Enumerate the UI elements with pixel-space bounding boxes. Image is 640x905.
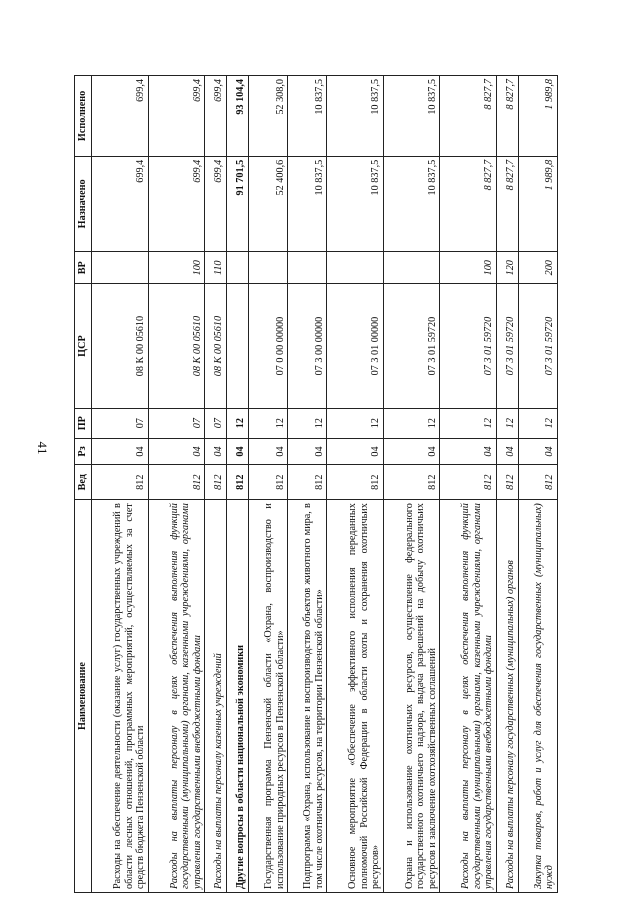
row-name-cell: Расходы на обеспечение деятельности (оказание услуг) государственных учреждений в области лесных отношений, программных мероприятий, осуществляемых за счет средств бюджета Пензенской области xyxy=(92,500,149,893)
table-row xyxy=(327,76,384,893)
table-row xyxy=(288,76,327,893)
row-pr-cell: 12 xyxy=(327,408,384,438)
row-assigned-cell: 8 827,7 xyxy=(496,156,518,251)
row-pr-cell: 12 xyxy=(496,408,518,438)
row-assigned-cell: 1 989,8 xyxy=(518,156,557,251)
row-rz-cell: 04 xyxy=(205,438,227,465)
row-executed-cell: 8 827,7 xyxy=(440,76,497,157)
row-name-cell: Закупка товаров, работ и услуг для обеспечения государственных (муниципальных) нужд xyxy=(518,500,557,893)
budget-table xyxy=(74,75,558,893)
row-pr-cell: 12 xyxy=(226,408,248,438)
row-vr-cell xyxy=(383,251,440,284)
row-vr-cell: 100 xyxy=(148,251,205,284)
row-vr-cell xyxy=(327,251,384,284)
row-name-cell: Расходы на выплаты персоналу казенных учреждений xyxy=(205,500,227,893)
row-assigned-cell: 52 400,6 xyxy=(248,156,287,251)
header-pr: ПР xyxy=(75,408,92,438)
row-executed-cell: 10 837,5 xyxy=(383,76,440,157)
row-executed-cell: 699,4 xyxy=(148,76,205,157)
row-assigned-cell: 699,4 xyxy=(205,156,227,251)
table-row xyxy=(248,76,287,893)
row-pr-cell: 12 xyxy=(288,408,327,438)
row-rz-cell: 04 xyxy=(92,438,149,465)
row-csr-cell: 07 3 01 59720 xyxy=(440,284,497,408)
row-rz-cell: 04 xyxy=(148,438,205,465)
header-rz: Рз xyxy=(75,438,92,465)
row-pr-cell: 12 xyxy=(518,408,557,438)
row-ved-cell: 812 xyxy=(288,465,327,500)
row-vr-cell: 110 xyxy=(205,251,227,284)
row-executed-cell: 699,4 xyxy=(205,76,227,157)
table-row xyxy=(383,76,440,893)
row-name-cell: Другие вопросы в области национальной экономики xyxy=(226,500,248,893)
row-name-cell: Расходы на выплаты персоналу государственных (муниципальных) органов xyxy=(496,500,518,893)
row-pr-cell: 12 xyxy=(248,408,287,438)
row-vr-cell: 120 xyxy=(496,251,518,284)
row-name-cell: Расходы на выплаты персоналу в целях обеспечения выполнения функций государственными (муниципальными) органами, казенными учреждениями, органами управления государственными внебюджетными фондами xyxy=(440,500,497,893)
row-csr-cell: 07 3 01 59720 xyxy=(496,284,518,408)
row-executed-cell: 93 104,4 xyxy=(226,76,248,157)
header-csr: ЦСР xyxy=(75,284,92,408)
row-rz-cell: 04 xyxy=(383,438,440,465)
row-assigned-cell: 10 837,5 xyxy=(327,156,384,251)
row-pr-cell: 07 xyxy=(148,408,205,438)
row-pr-cell: 07 xyxy=(205,408,227,438)
row-csr-cell: 07 0 00 00000 xyxy=(248,284,287,408)
table-row xyxy=(226,76,248,893)
row-name-cell: Подпрограмма «Охрана, использование и воспроизводство объектов животного мира, в том числе охотничьих ресурсов, на территории Пензенской области» xyxy=(288,500,327,893)
row-assigned-cell: 699,4 xyxy=(148,156,205,251)
row-name-cell: Основное мероприятие «Обеспечение эффективного исполнения переданных полномочий Российской Федерации в области охоты и сохранения охотничьих ресурсов» xyxy=(327,500,384,893)
row-pr-cell: 12 xyxy=(440,408,497,438)
header-ved: Вед xyxy=(75,465,92,500)
row-ved-cell: 812 xyxy=(205,465,227,500)
row-executed-cell: 10 837,5 xyxy=(288,76,327,157)
table-header-row xyxy=(75,76,92,893)
row-assigned-cell: 10 837,5 xyxy=(288,156,327,251)
row-executed-cell: 1 989,8 xyxy=(518,76,557,157)
row-ved-cell: 812 xyxy=(92,465,149,500)
row-csr-cell: 07 3 01 00000 xyxy=(327,284,384,408)
row-ved-cell: 812 xyxy=(148,465,205,500)
row-csr-cell xyxy=(226,284,248,408)
row-assigned-cell: 699,4 xyxy=(92,156,149,251)
table-row xyxy=(440,76,497,893)
row-csr-cell: 07 3 00 00000 xyxy=(288,284,327,408)
table-row xyxy=(205,76,227,893)
row-executed-cell: 8 827,7 xyxy=(496,76,518,157)
row-executed-cell: 699,4 xyxy=(92,76,149,157)
row-rz-cell: 04 xyxy=(288,438,327,465)
row-rz-cell: 04 xyxy=(226,438,248,465)
table-row xyxy=(148,76,205,893)
row-executed-cell: 10 837,5 xyxy=(327,76,384,157)
header-executed: Исполнено xyxy=(75,76,92,157)
header-vr: ВР xyxy=(75,251,92,284)
row-vr-cell xyxy=(226,251,248,284)
row-rz-cell: 04 xyxy=(327,438,384,465)
row-ved-cell: 812 xyxy=(248,465,287,500)
header-assigned: Назначено xyxy=(75,156,92,251)
row-csr-cell: 08 К 00 05610 xyxy=(92,284,149,408)
page-number: 41 xyxy=(35,441,50,455)
row-ved-cell: 812 xyxy=(496,465,518,500)
row-rz-cell: 04 xyxy=(248,438,287,465)
row-csr-cell: 08 К 00 05610 xyxy=(205,284,227,408)
row-executed-cell: 52 308,0 xyxy=(248,76,287,157)
row-csr-cell: 07 3 01 59720 xyxy=(518,284,557,408)
budget-table-container xyxy=(74,75,558,893)
row-name-cell: Государственная программа Пензенской области «Охрана, воспроизводство и использование природных ресурсов в Пензенской области» xyxy=(248,500,287,893)
header-name: Наименование xyxy=(75,500,92,893)
row-vr-cell xyxy=(92,251,149,284)
row-name-cell: Расходы на выплаты персоналу в целях обеспечения выполнения функций государственными (муниципальными) органами, казенными учреждениями, органами управления государственными внебюджетными фондами xyxy=(148,500,205,893)
table-row xyxy=(496,76,518,893)
row-vr-cell xyxy=(288,251,327,284)
row-vr-cell xyxy=(248,251,287,284)
row-assigned-cell: 10 837,5 xyxy=(383,156,440,251)
row-csr-cell: 08 К 00 05610 xyxy=(148,284,205,408)
row-vr-cell: 100 xyxy=(440,251,497,284)
row-assigned-cell: 8 827,7 xyxy=(440,156,497,251)
table-row xyxy=(518,76,557,893)
row-ved-cell: 812 xyxy=(383,465,440,500)
row-ved-cell: 812 xyxy=(440,465,497,500)
row-vr-cell: 200 xyxy=(518,251,557,284)
row-rz-cell: 04 xyxy=(496,438,518,465)
row-rz-cell: 04 xyxy=(440,438,497,465)
row-pr-cell: 12 xyxy=(383,408,440,438)
row-pr-cell: 07 xyxy=(92,408,149,438)
row-ved-cell: 812 xyxy=(518,465,557,500)
row-ved-cell: 812 xyxy=(226,465,248,500)
row-ved-cell: 812 xyxy=(327,465,384,500)
row-assigned-cell: 91 701,5 xyxy=(226,156,248,251)
row-csr-cell: 07 3 01 59720 xyxy=(383,284,440,408)
row-name-cell: Охрана и использование охотничьих ресурсов, осуществление федерального государственного охотничьего надзора, выдача разрешений на добычу охотничьих ресурсов и заключение охотхозяйственных соглашений xyxy=(383,500,440,893)
row-rz-cell: 04 xyxy=(518,438,557,465)
table-row xyxy=(92,76,149,893)
